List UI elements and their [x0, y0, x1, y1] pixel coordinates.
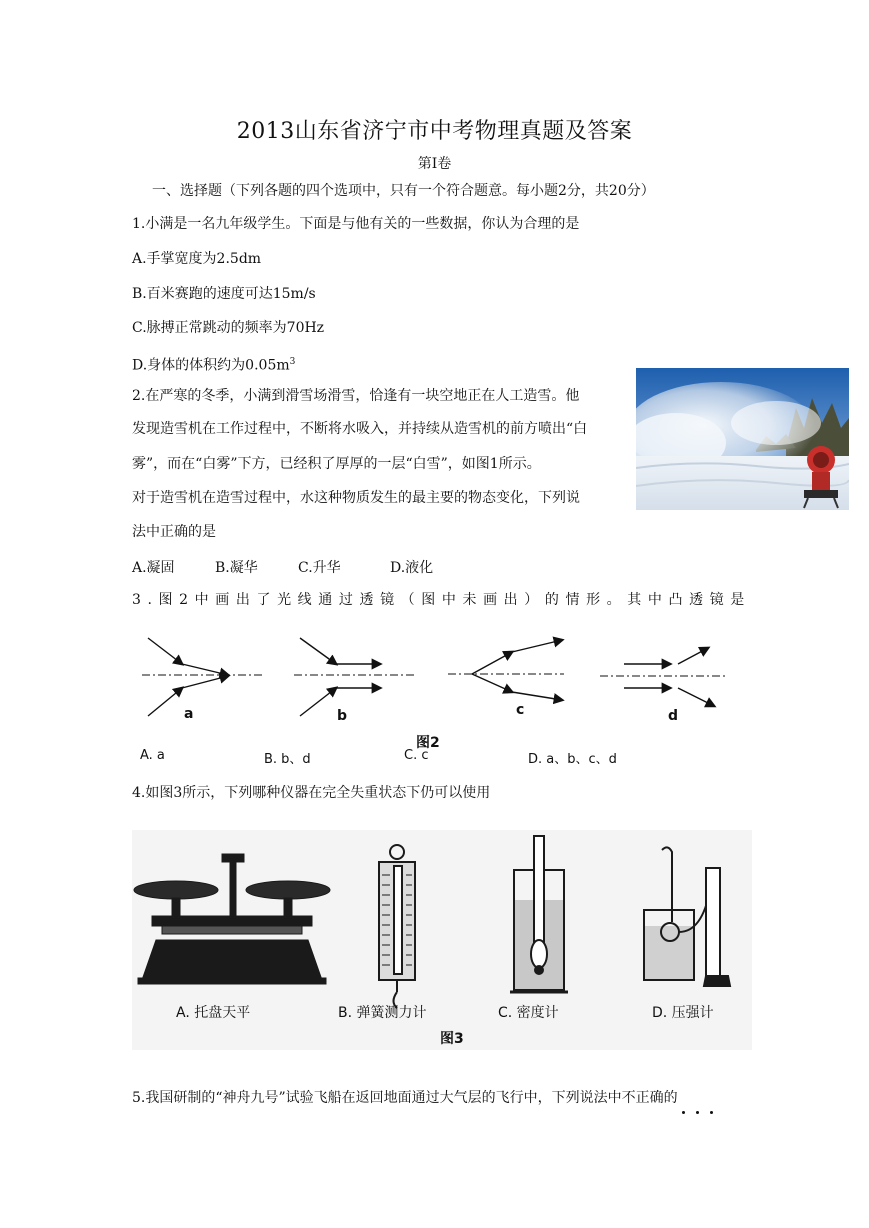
- q1-option-b: B.百米赛跑的速度可达15m/s: [132, 286, 316, 302]
- q1-stem: 1.小满是一名九年级学生。下面是与他有关的一些数据，你认为合理的是: [132, 216, 580, 232]
- q1-option-c: C.脉搏正常跳动的频率为70Hz: [132, 320, 325, 336]
- figure-2-ray-diagram: [132, 628, 732, 733]
- q1-option-d-exponent: 3: [289, 357, 296, 367]
- section-heading: 一、选择题（下列各题的四个选项中，只有一个符合题意。每小题2分，共20分）: [152, 183, 655, 199]
- figure-2-label-a: a: [184, 706, 194, 722]
- figure-2-caption: 图2: [416, 735, 440, 751]
- balance-scale-icon: [134, 854, 330, 984]
- instrument-d-label: D. 压强计: [652, 1005, 714, 1021]
- q2-line-5: 法中正确的是: [132, 524, 216, 540]
- paper-section-label: 第Ⅰ卷: [417, 156, 452, 172]
- page-title: 2013山东省济宁市中考物理真题及答案: [236, 119, 633, 144]
- q2-option-d: D.液化: [390, 560, 434, 576]
- q1-option-a: A.手掌宽度为2.5dm: [132, 251, 262, 267]
- instrument-c-label: C. 密度计: [498, 1005, 559, 1021]
- q2-option-a: A.凝固: [132, 560, 175, 576]
- emphasis-dot: [710, 1111, 713, 1114]
- q5-stem: [132, 1088, 678, 1108]
- q3-option-b: B. b、d: [264, 752, 311, 767]
- figure-2-label-b: b: [337, 708, 348, 724]
- figure-2-label-c: c: [516, 702, 525, 718]
- q2-line-2: 发现造雪机在工作过程中，不断将水吸入，并持续从造雪机的前方喷出“白: [132, 421, 588, 437]
- q3-stem: 3.图2中画出了光线通过透镜（图中未画出）的情形。其中凸透镜是: [132, 592, 751, 608]
- q5-stem-prefix: 5.我国研制的“神舟九号”试验飞船在返回地面通过大气层的飞行中，下列说法中: [132, 1090, 622, 1106]
- snow-machine-photo: [636, 368, 849, 510]
- instrument-b-label: B. 弹簧测力计: [338, 1005, 427, 1021]
- pressure-gauge-icon: [644, 847, 730, 986]
- q1-option-d-text: D.身体的体积约为0.05m: [132, 357, 290, 374]
- q2-line-3: 雾”，而在“白雾”下方，已经积了厚厚的一层“白雪”，如图1所示。: [132, 456, 541, 472]
- figure-3-caption: 图3: [440, 1031, 464, 1047]
- emphasis-dot: [682, 1111, 685, 1114]
- q3-option-a: A. a: [140, 748, 165, 763]
- q2-line-1: 2.在严寒的冬季，小满到滑雪场滑雪，恰逢有一块空地正在人工造雪。他: [132, 388, 580, 404]
- hydrometer-icon: [510, 836, 568, 992]
- q1-option-d: [132, 352, 295, 376]
- instrument-a-label: A. 托盘天平: [176, 1005, 251, 1021]
- emphasis-dot: [696, 1111, 699, 1114]
- spring-scale-icon: [379, 845, 415, 1008]
- q3-option-c: C. c: [404, 748, 429, 763]
- q2-line-4: 对于造雪机在造雪过程中，水这种物质发生的最主要的物态变化，下列说: [132, 490, 580, 506]
- q2-option-c: C.升华: [298, 560, 341, 576]
- figure-2-label-d: d: [668, 708, 679, 724]
- figure-3-instruments: [132, 830, 752, 1050]
- q5-stem-emphasis: 不正确: [621, 1090, 664, 1106]
- q3-option-d: D. a、b、c、d: [528, 752, 617, 767]
- q5-stem-suffix: 的: [663, 1090, 678, 1106]
- q4-stem: 4.如图3所示，下列哪种仪器在完全失重状态下仍可以使用: [132, 785, 491, 801]
- q2-option-b: B.凝华: [215, 560, 258, 576]
